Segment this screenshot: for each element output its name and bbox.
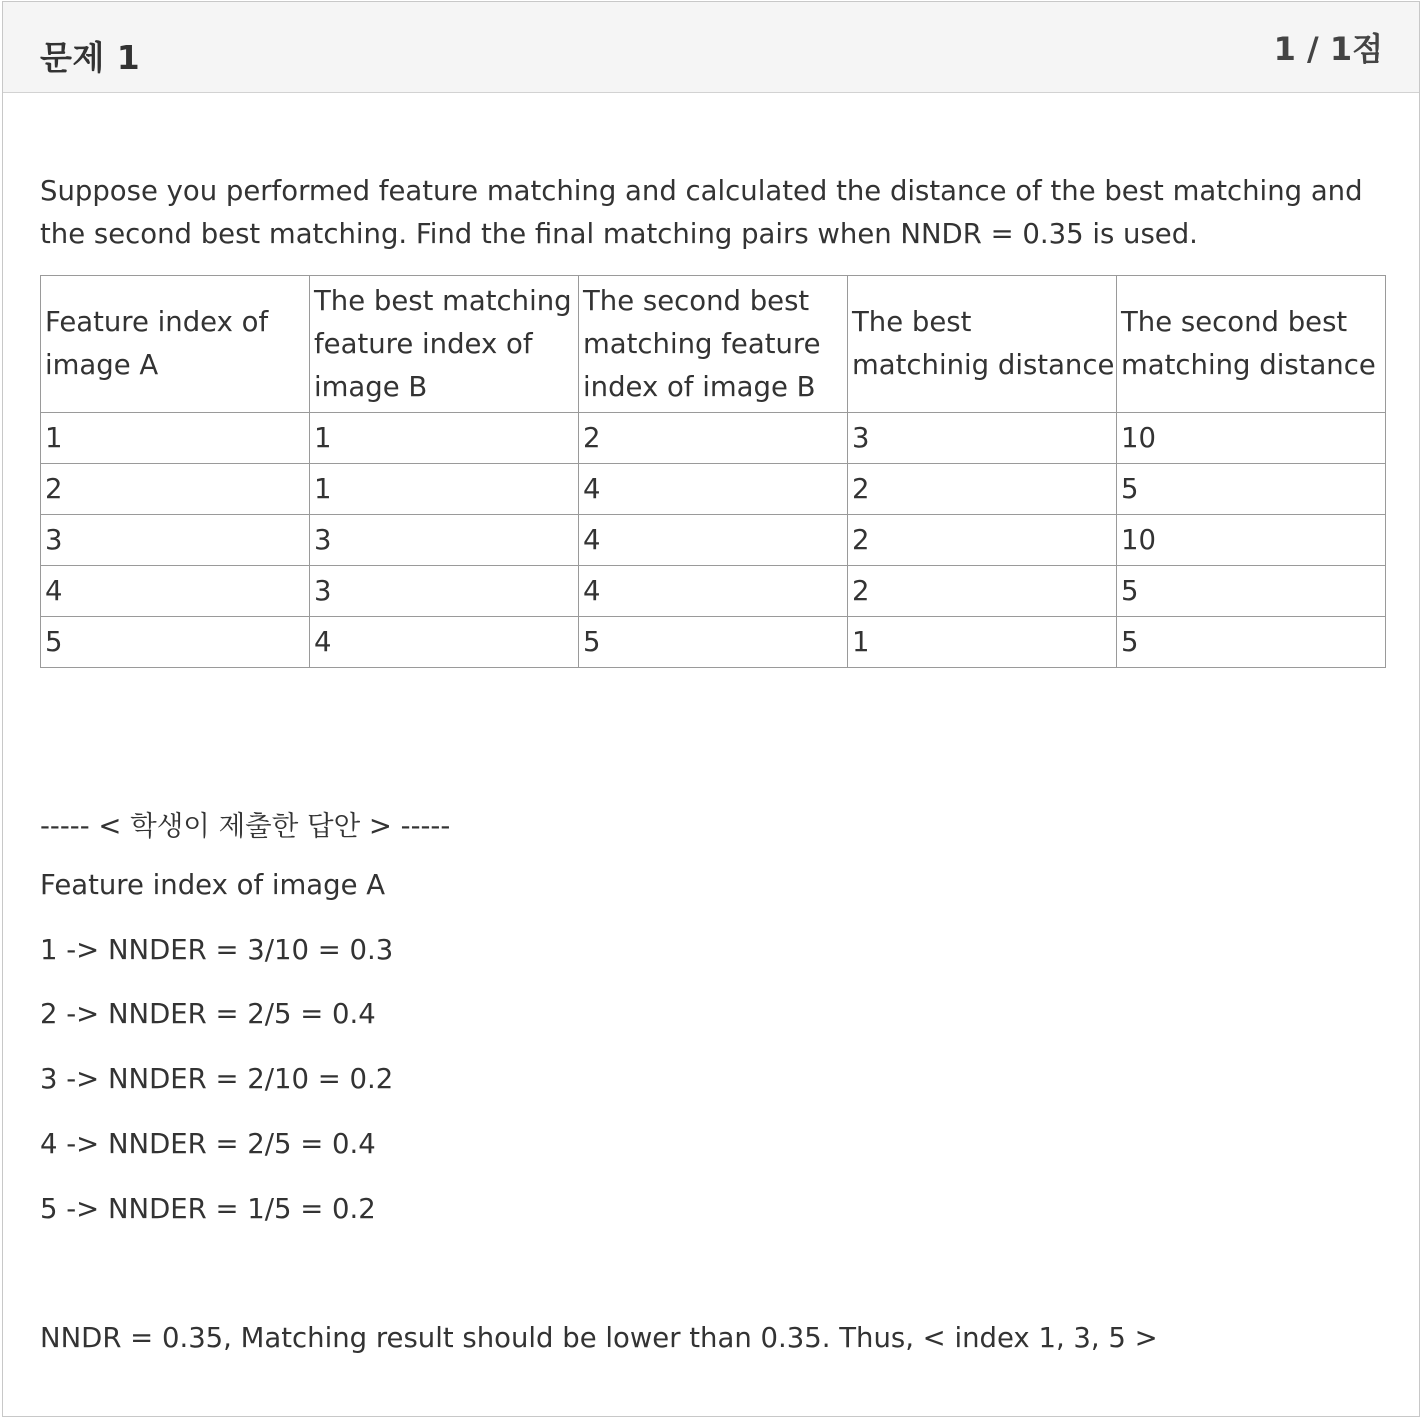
- answer-heading: Feature index of image A: [40, 869, 386, 901]
- table-row: [41, 566, 1386, 617]
- table-cell: 3: [310, 566, 579, 617]
- table-cell: 3: [41, 515, 310, 566]
- feature-matching-table: [40, 275, 1386, 668]
- table-cell: 1: [310, 464, 579, 515]
- table-cell: 10: [1117, 413, 1386, 464]
- table-cell: 4: [41, 566, 310, 617]
- table-cell: 5: [579, 617, 848, 668]
- answer-line: 2 -> NNDER = 2/5 = 0.4: [40, 998, 376, 1030]
- table-cell: 1: [848, 617, 1117, 668]
- score-label: 1 / 1점: [1273, 30, 1383, 68]
- question-card: [2, 1, 1420, 1417]
- question-text: Suppose you performed feature matching and calculated the distance of the best matching and the second best matching. Find the final matching pairs when NNDR = 0.35 is used.: [40, 175, 1363, 250]
- table-row: [41, 413, 1386, 464]
- table-cell: 5: [1117, 464, 1386, 515]
- table-cell: 10: [1117, 515, 1386, 566]
- answer-line: 1 -> NNDER = 3/10 = 0.3: [40, 934, 394, 966]
- table-cell: 2: [41, 464, 310, 515]
- answer-conclusion: NNDR = 0.35, Matching result should be lower than 0.35. Thus, < index 1, 3, 5 >: [40, 1322, 1158, 1354]
- table-cell: 3: [310, 515, 579, 566]
- table-cell: 3: [848, 413, 1117, 464]
- table-cell: 1: [41, 413, 310, 464]
- table-cell: 4: [579, 566, 848, 617]
- table-header-cell: Feature index of image A: [41, 276, 310, 413]
- table-cell: 2: [579, 413, 848, 464]
- table-header-cell: The second best matching distance: [1117, 276, 1386, 413]
- table-cell: 4: [579, 515, 848, 566]
- table-header-row: [41, 276, 1386, 413]
- table-row: [41, 515, 1386, 566]
- table-cell: 2: [848, 515, 1117, 566]
- table-row: [41, 464, 1386, 515]
- table-cell: 2: [848, 566, 1117, 617]
- table-cell: 4: [310, 617, 579, 668]
- table-cell: 1: [310, 413, 579, 464]
- question-title: 문제 1: [40, 38, 141, 77]
- table-cell: 2: [848, 464, 1117, 515]
- table-cell: 5: [41, 617, 310, 668]
- table-cell: 5: [1117, 617, 1386, 668]
- table-header-cell: The second best matching feature index of image B: [579, 276, 848, 413]
- question-header: [3, 2, 1419, 93]
- answer-divider: ----- < 학생이 제출한 답안 > -----: [40, 810, 451, 842]
- answer-line: 4 -> NNDER = 2/5 = 0.4: [40, 1128, 376, 1160]
- answer-line: 3 -> NNDER = 2/10 = 0.2: [40, 1063, 394, 1095]
- table-cell: 4: [579, 464, 848, 515]
- answer-line: 5 -> NNDER = 1/5 = 0.2: [40, 1193, 376, 1225]
- table-header-cell: The best matching feature index of image B: [310, 276, 579, 413]
- table-header-cell: The best matchinig distance: [848, 276, 1117, 413]
- table-cell: 5: [1117, 566, 1386, 617]
- table-row: [41, 617, 1386, 668]
